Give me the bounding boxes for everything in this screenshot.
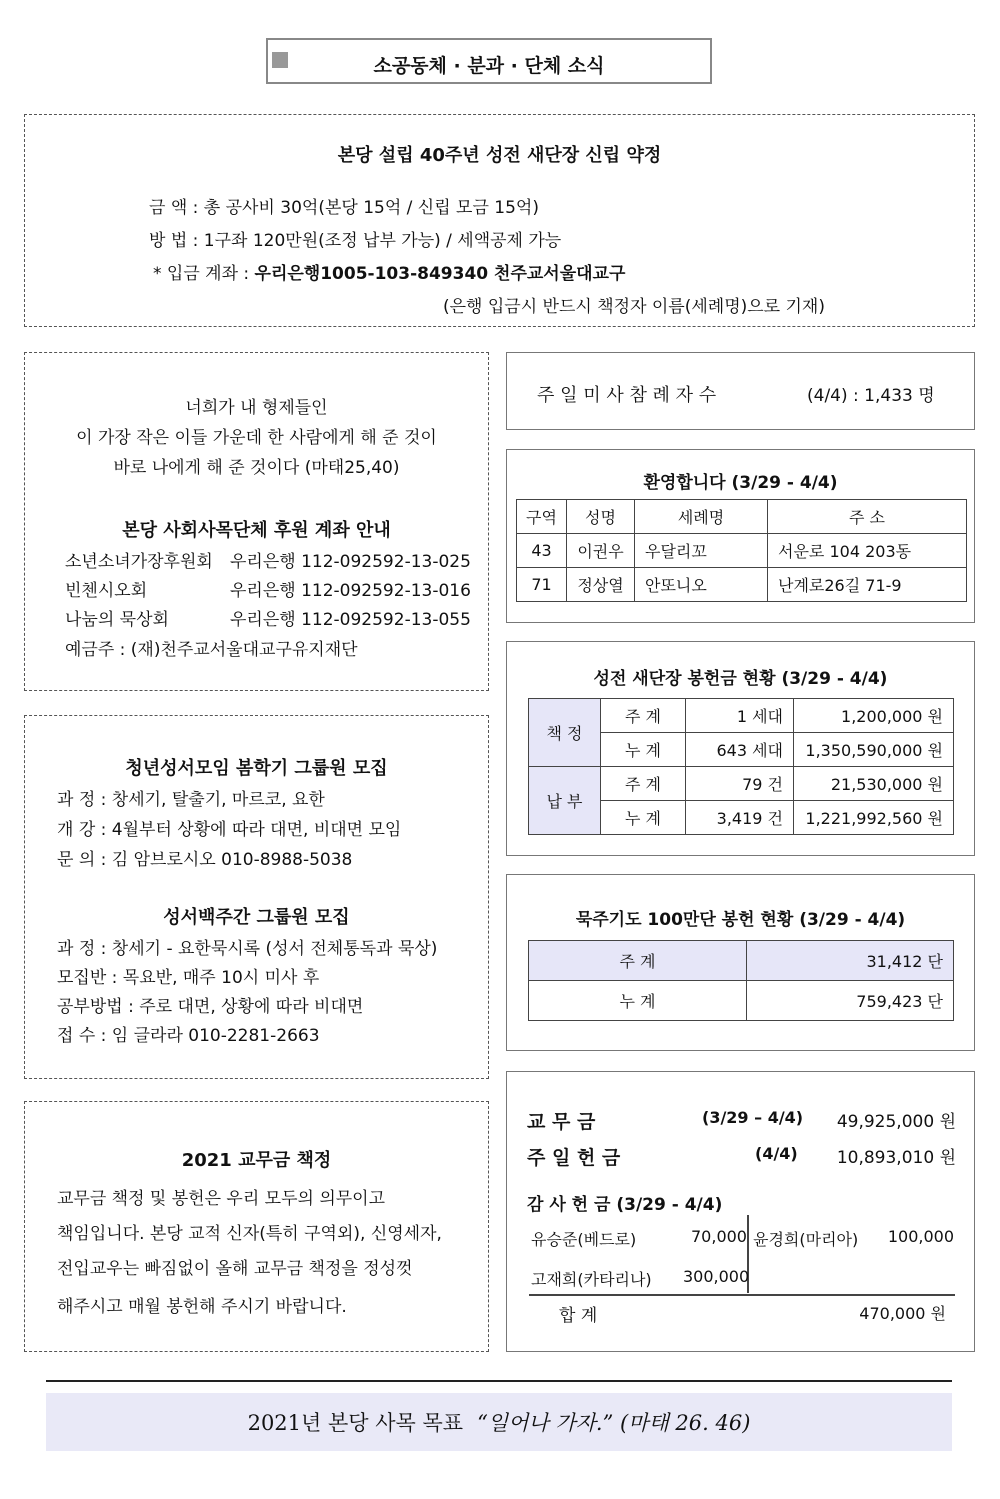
table-cell: 79 건 <box>686 767 794 801</box>
table-cell: 71 <box>517 568 567 602</box>
rosary-table <box>528 940 954 1021</box>
thanks-amount: 70,000 <box>691 1227 747 1246</box>
pledge-method: 방 법 : 1구좌 120만원(조정 납부 가능) / 세액공제 가능 <box>149 231 562 251</box>
welcome-title: 환영합니다 (3/29 - 4/4) <box>643 473 838 493</box>
rosary-box <box>506 874 975 1051</box>
support-holder: 예금주 : (재)천주교서울대교구유지재단 <box>65 640 358 660</box>
table-cell: 누 계 <box>601 733 686 767</box>
section-title: 소공동체 · 분과 · 단체 소식 <box>373 55 605 77</box>
table-cell: 우달리꼬 <box>635 534 768 568</box>
renovation-table <box>528 698 954 835</box>
dues-title: 2021 교무금 책정 <box>181 1150 332 1171</box>
thanks-amount: 100,000 <box>887 1227 954 1246</box>
table-cell: 1 세대 <box>686 699 794 733</box>
pledge-account-label: * 입금 계좌 : <box>153 264 255 284</box>
bible-title: 성서백주간 그룹원 모집 <box>163 907 350 928</box>
dues-amount: 49,925,000 원 <box>836 1112 956 1132</box>
total-label: 합 계 <box>559 1306 598 1326</box>
support-account-bank: 우리은행 112-092592-13-055 <box>230 610 471 630</box>
renovation-box <box>506 641 975 856</box>
thanks-name: 윤경희(마리아) <box>753 1230 859 1249</box>
recruitment-box <box>24 715 489 1079</box>
dues-line: 해주시고 매월 봉헌해 주시기 바랍니다. <box>57 1297 347 1317</box>
youth-line: 과 정 : 창세기, 탈출기, 마르코, 요한 <box>57 790 325 810</box>
group-label: 책 정 <box>529 699 601 767</box>
offering-label: 주 일 헌 금 <box>527 1147 621 1169</box>
column-header: 세례명 <box>635 500 768 534</box>
bible-line: 모집반 : 목요반, 매주 10시 미사 후 <box>57 968 320 988</box>
table-cell: 안또니오 <box>635 568 768 602</box>
table-cell: 서운로 104 203동 <box>768 534 967 568</box>
column-header: 구역 <box>517 500 567 534</box>
footer-goal: 2021년 본당 사목 목표 <box>247 1411 464 1435</box>
bible-line: 과 정 : 창세기 - 요한묵시록 (성서 전체통독과 묵상) <box>57 939 438 959</box>
pledge-account-value: 우리은행1005-103-849340 천주교서울대교구 <box>254 264 626 284</box>
table-row <box>529 699 954 733</box>
footer-banner <box>46 1393 952 1451</box>
attendance-box <box>506 352 975 430</box>
rosary-title: 묵주기도 100만단 봉헌 현황 (3/29 - 4/4) <box>575 910 906 930</box>
scripture-line-3: 바로 나에게 해 준 것이다 (마태25,40) <box>113 458 400 478</box>
footer-motto: “일어나 가자.” (마태 26. 46) <box>477 1411 751 1435</box>
renovation-title: 성전 새단장 봉헌금 현황 (3/29 - 4/4) <box>593 669 888 689</box>
pledge-note: (은행 입금시 반드시 책정자 이름(세례명)으로 기재) <box>443 297 825 317</box>
support-title: 본당 사회사목단체 후원 계좌 안내 <box>122 520 391 541</box>
support-account-name: 나눔의 묵상회 <box>65 610 169 630</box>
welcome-box <box>506 449 975 623</box>
table-cell: 643 세대 <box>686 733 794 767</box>
support-account-bank: 우리은행 112-092592-13-025 <box>230 552 471 572</box>
thanks-amount: 300,000 <box>683 1267 750 1286</box>
table-row <box>517 534 967 568</box>
thanks-name: 유승준(베드로) <box>531 1230 637 1249</box>
table-cell: 1,350,590,000 원 <box>794 733 954 767</box>
attendance-value: (4/4) : 1,433 명 <box>807 386 935 406</box>
pledge-title: 본당 설립 40주년 성전 새단장 신립 약정 <box>337 145 662 166</box>
table-row <box>517 568 967 602</box>
table-cell: 정상열 <box>567 568 635 602</box>
bible-line: 접 수 : 임 글라라 010-2281-2663 <box>57 1026 320 1046</box>
total-amount: 470,000 원 <box>859 1304 946 1323</box>
pledge-amount: 금 액 : 총 공사비 30억(본당 15억 / 신립 모금 15억) <box>149 198 539 218</box>
table-cell: 주 계 <box>529 941 747 981</box>
bible-line: 공부방법 : 주로 대면, 상황에 따라 비대면 <box>57 997 364 1017</box>
support-account-bank: 우리은행 112-092592-13-016 <box>230 581 471 601</box>
finance-box <box>506 1071 975 1352</box>
table-cell: 31,412 단 <box>747 941 954 981</box>
table-row <box>529 767 954 801</box>
table-cell: 1,221,992,560 원 <box>794 801 954 835</box>
pledge-box <box>24 114 975 327</box>
support-box <box>24 352 489 691</box>
offering-period: (4/4) <box>755 1144 798 1163</box>
table-row <box>529 981 954 1021</box>
table-cell: 21,530,000 원 <box>794 767 954 801</box>
dues-line: 책임입니다. 본당 교적 신자(특히 구역외), 신영세자, <box>57 1224 442 1244</box>
support-account-name: 소년소녀가장후원회 <box>65 552 213 572</box>
welcome-header-row <box>517 500 967 534</box>
thanks-name: 고재희(카타리나) <box>531 1270 652 1289</box>
scripture-line-2: 이 가장 작은 이들 가운데 한 사람에게 해 준 것이 <box>76 428 437 448</box>
table-cell: 43 <box>517 534 567 568</box>
table-row <box>529 941 954 981</box>
table-cell: 누 계 <box>529 981 747 1021</box>
table-cell: 1,200,000 원 <box>794 699 954 733</box>
column-header: 성명 <box>567 500 635 534</box>
table-cell: 이권우 <box>567 534 635 568</box>
dues-line: 전입교우는 빠짐없이 올해 교무금 책정을 정성껏 <box>57 1259 413 1279</box>
youth-line: 문 의 : 김 암브로시오 010-8988-5038 <box>57 850 353 870</box>
support-account-name: 빈첸시오회 <box>65 581 148 601</box>
table-cell: 759,423 단 <box>747 981 954 1021</box>
scripture-line-1: 너희가 내 형제들인 <box>185 398 328 418</box>
offering-amount: 10,893,010 원 <box>836 1148 956 1168</box>
attendance-label: 주 일 미 사 참 례 자 수 <box>537 385 717 406</box>
thanks-title: 감 사 헌 금 (3/29 - 4/4) <box>527 1195 723 1215</box>
dues-period: (3/29 – 4/4) <box>702 1108 804 1127</box>
table-cell: 난계로26길 71-9 <box>768 568 967 602</box>
youth-title: 청년성서모임 봄학기 그룹원 모집 <box>125 758 388 779</box>
pledge-account <box>153 259 625 284</box>
thanks-total-rule <box>529 1294 955 1296</box>
table-cell: 누 계 <box>601 801 686 835</box>
footer-rule <box>46 1380 952 1382</box>
footer-text <box>46 1407 952 1437</box>
table-cell: 주 계 <box>601 699 686 733</box>
welcome-table <box>516 499 967 602</box>
dues-box <box>24 1101 489 1352</box>
table-cell: 3,419 건 <box>686 801 794 835</box>
section-title-box <box>266 38 712 84</box>
group-label: 납 부 <box>529 767 601 835</box>
column-header: 주 소 <box>768 500 967 534</box>
table-cell: 주 계 <box>601 767 686 801</box>
dues-label: 교 무 금 <box>527 1111 596 1133</box>
youth-line: 개 강 : 4월부터 상황에 따라 대면, 비대면 모임 <box>57 820 402 840</box>
dues-line: 교무금 책정 및 봉헌은 우리 모두의 의무이고 <box>57 1189 386 1209</box>
